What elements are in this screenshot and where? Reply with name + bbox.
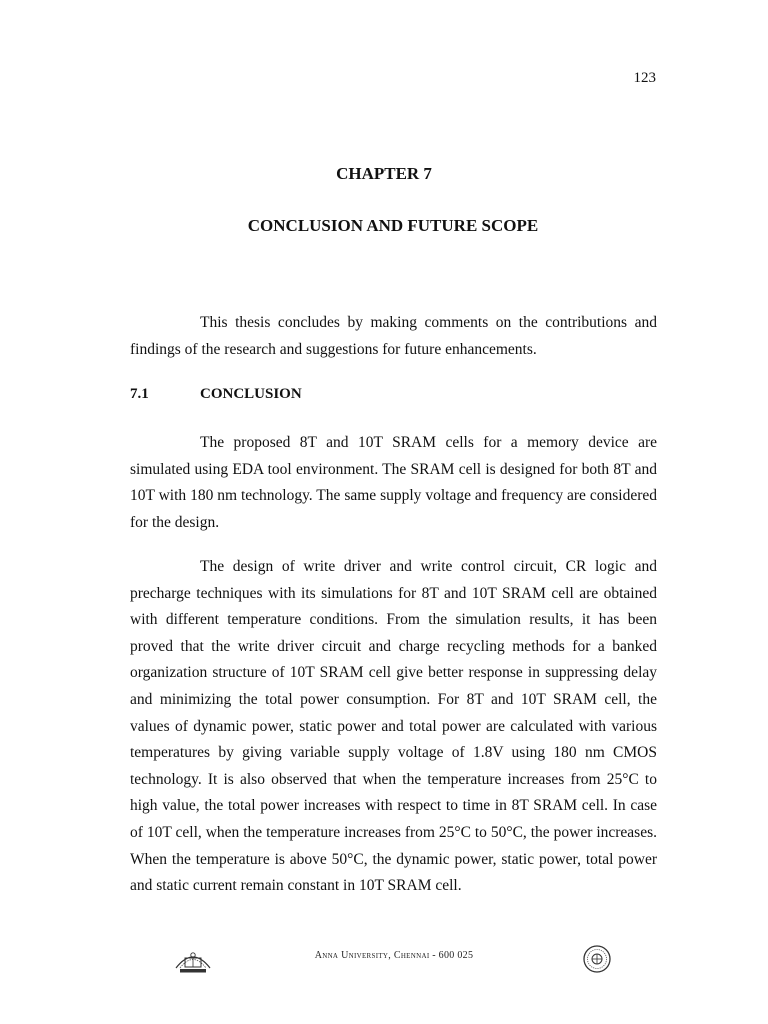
emblem-seal-icon — [582, 944, 612, 974]
section-title: CONCLUSION — [200, 386, 302, 402]
chapter-label: CHAPTER 7 — [336, 164, 432, 183]
section-number: 7.1 — [130, 386, 149, 402]
body-paragraph-1: The proposed 8T and 10T SRAM cells for a memory device are simulated using EDA tool environment. The SRAM cell is designed for both 8T and 10T with 180 nm technology. The same supply voltage and frequency are considered for the design. — [130, 434, 657, 531]
page-number: 123 — [633, 70, 656, 86]
intro-paragraph: This thesis concludes by making comments on the contributions and findings of the research and suggestions for future enhancements. — [130, 314, 657, 358]
page-footer — [0, 944, 768, 978]
section-heading — [130, 386, 302, 403]
footer-text: Anna University, Chennai - 600 025 — [314, 950, 474, 961]
chapter-title: CONCLUSION AND FUTURE SCOPE — [247, 216, 539, 235]
body-paragraph-2: The design of write driver and write control circuit, CR logic and precharge techniques with its simulations for 8T and 10T SRAM cell are obtained with different temperature conditions. From the simulation results, it has been proved that the write driver circuit and charge recycling methods for a banked organization structure of 10T SRAM cell give better response in suppressing delay and minimizing the total power consumption. For 8T and 10T SRAM cell, the values of dynamic power, static power and total power are calculated with various temperatures by giving variable supply voltage of 1.8V using 180 nm CMOS technology. It is also observed that when the temperature increases from 25°C to high value, the total power increases with respect to time in 8T SRAM cell. In case of 10T cell, when the temperature increases from 25°C to 50°C, the power increases. When the temperature is above 50°C, the dynamic power, static power, total power and static current remain constant in 10T SRAM cell. — [130, 558, 657, 895]
